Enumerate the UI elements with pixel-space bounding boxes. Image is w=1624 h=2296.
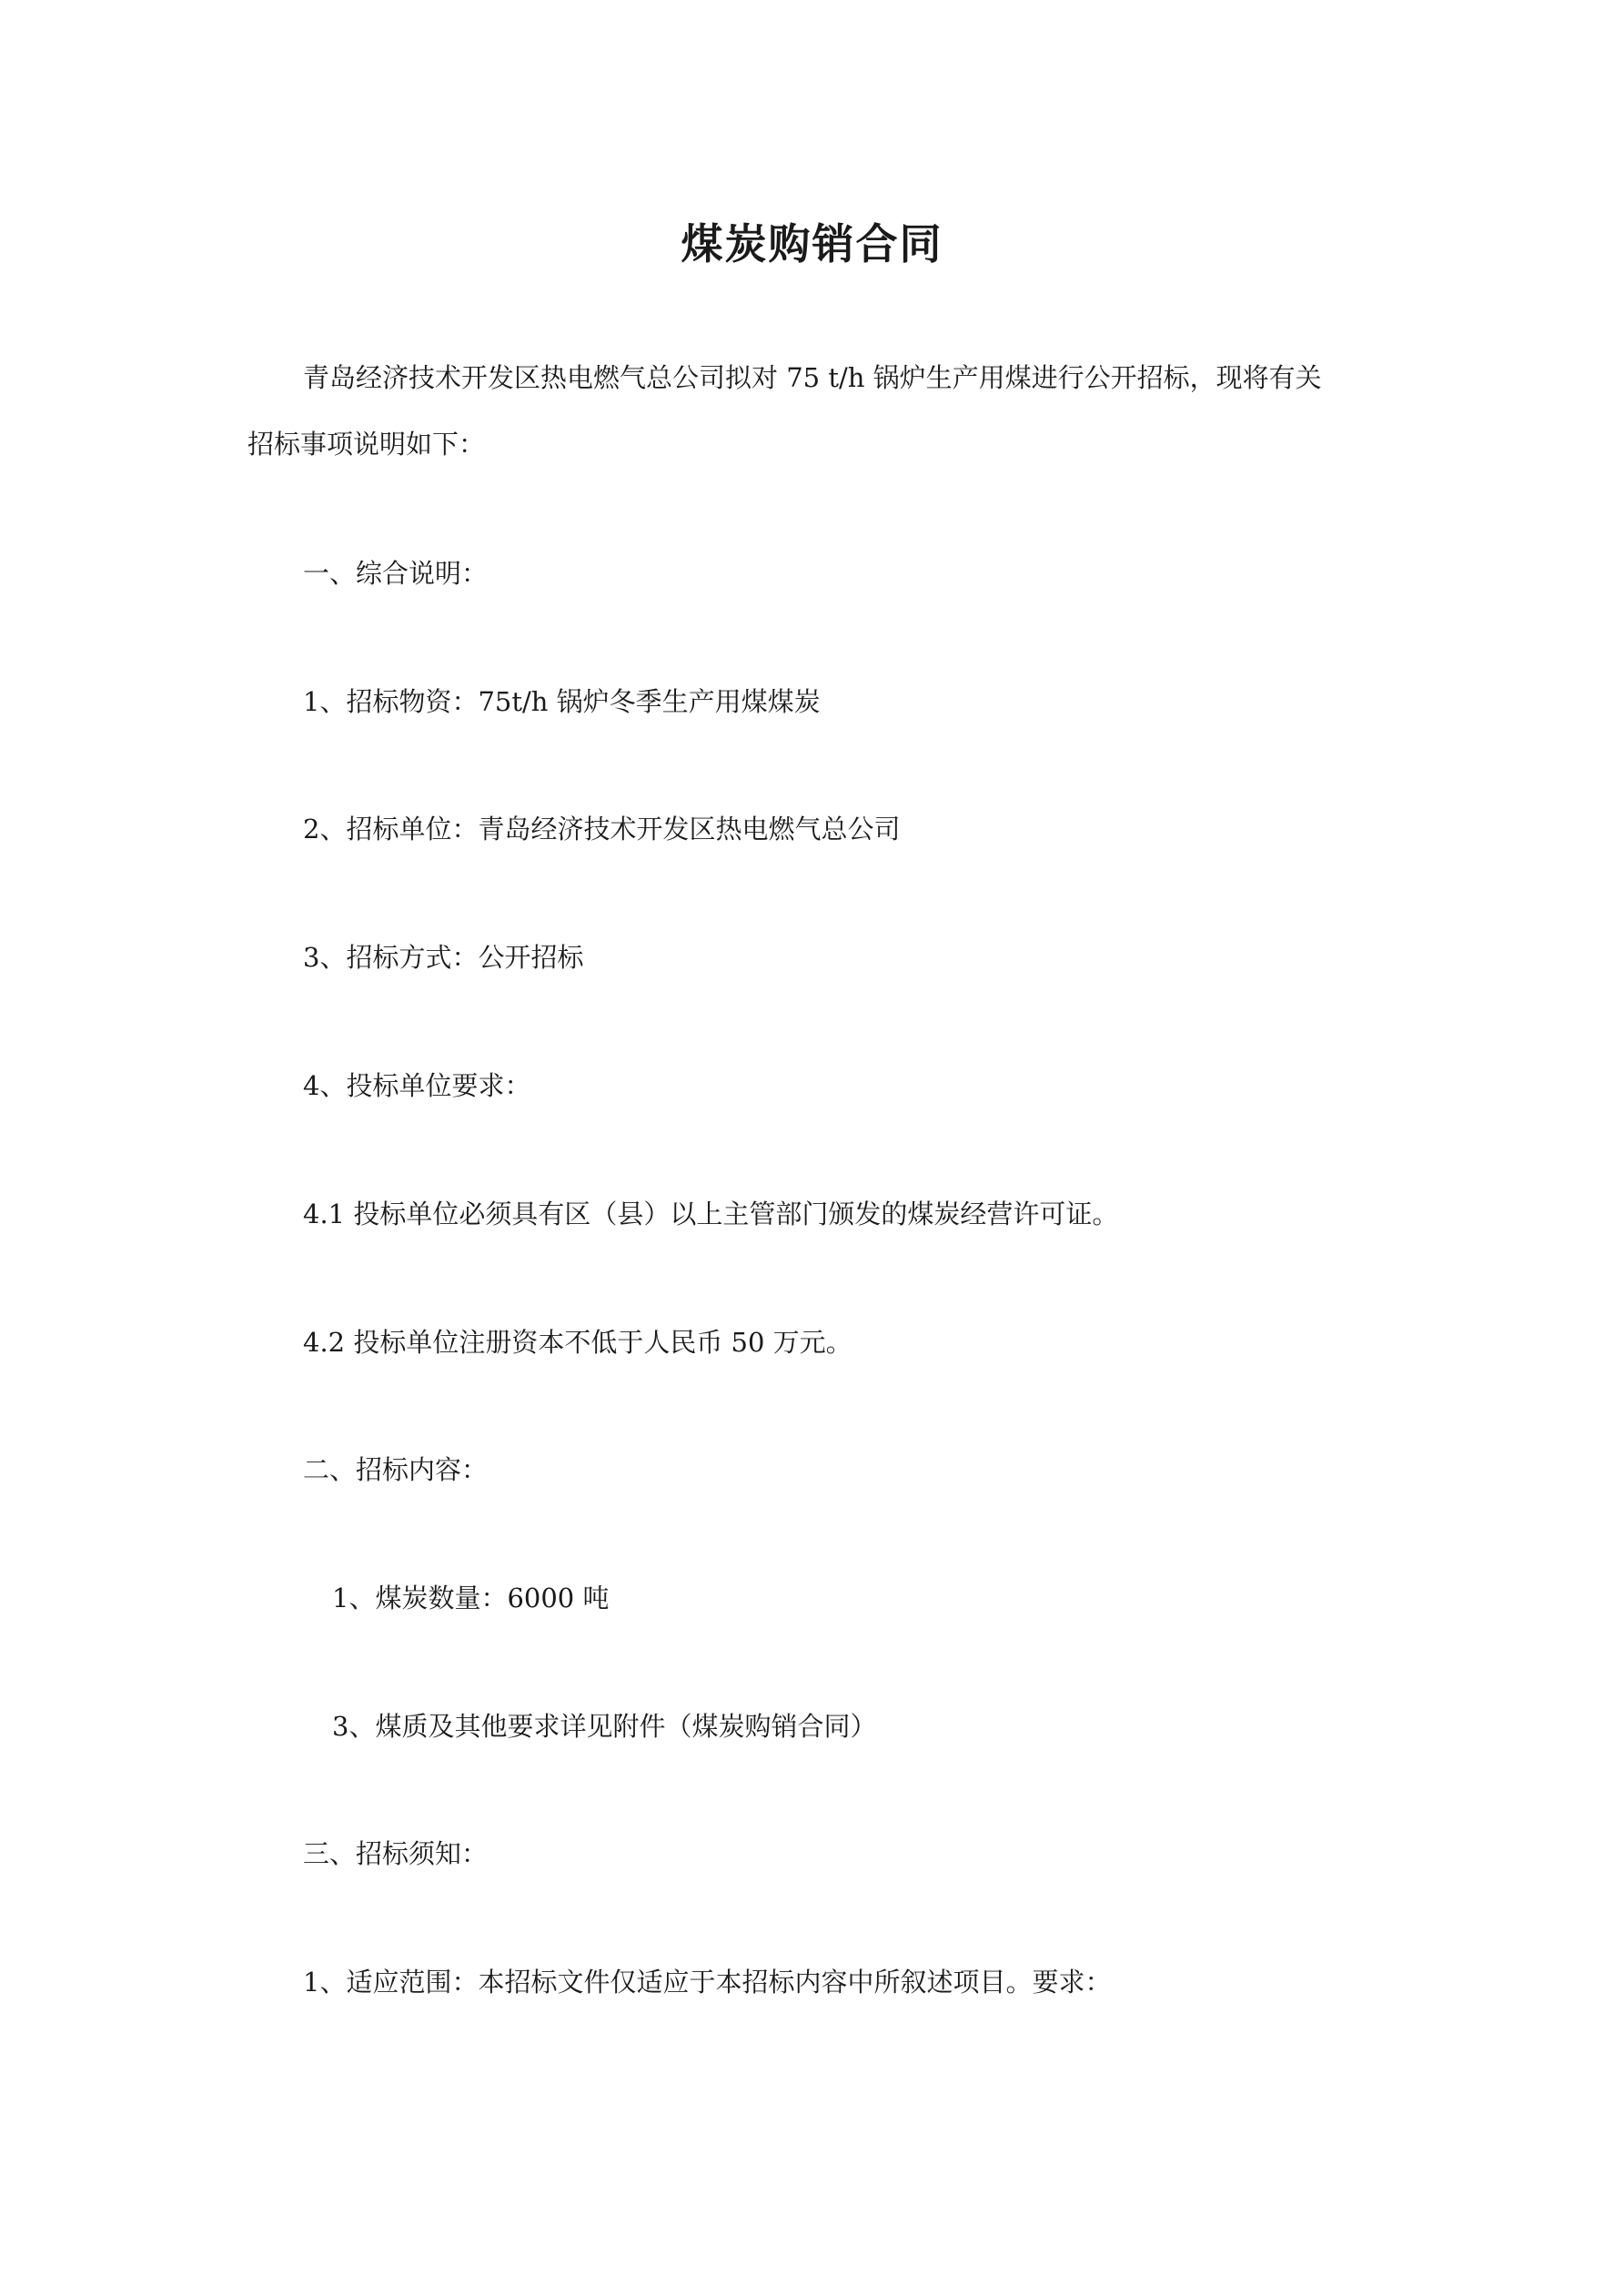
section-3-heading: 三、招标须知： xyxy=(303,1838,489,1869)
section-2-heading: 二、招标内容： xyxy=(303,1454,489,1485)
section-2-item-3: 3、煤质及其他要求详见附件（煤炭购销合同） xyxy=(332,1711,877,1742)
intro-paragraph-line-1: 青岛经济技术开发区热电燃气总公司拟对 75 t/h 锅炉生产用煤进行公开招标，现将有关 xyxy=(303,362,1322,393)
section-1-heading: 一、综合说明： xyxy=(303,558,489,589)
requirement-4-2: 4.2 投标单位注册资本不低于人民币 50 万元。 xyxy=(303,1327,852,1358)
intro-paragraph-line-2: 招标事项说明如下： xyxy=(247,429,486,460)
section-1-item-3: 3、招标方式：公开招标 xyxy=(303,942,584,973)
requirement-4-1: 4.1 投标单位必须具有区（县）以上主管部门颁发的煤炭经营许可证。 xyxy=(303,1199,1119,1229)
section-1-item-1: 1、招标物资：75t/h 锅炉冬季生产用煤煤炭 xyxy=(303,686,821,717)
section-1-item-2: 2、招标单位：青岛经济技术开发区热电燃气总公司 xyxy=(303,814,901,845)
section-1-item-4: 4、投标单位要求： xyxy=(303,1070,531,1101)
section-3-item-1: 1、适应范围：本招标文件仅适应于本招标内容中所叙述项目。要求： xyxy=(303,1967,1112,1998)
section-2-item-1: 1、煤炭数量：6000 吨 xyxy=(332,1583,610,1613)
document-title: 煤炭购销合同 xyxy=(681,219,943,268)
